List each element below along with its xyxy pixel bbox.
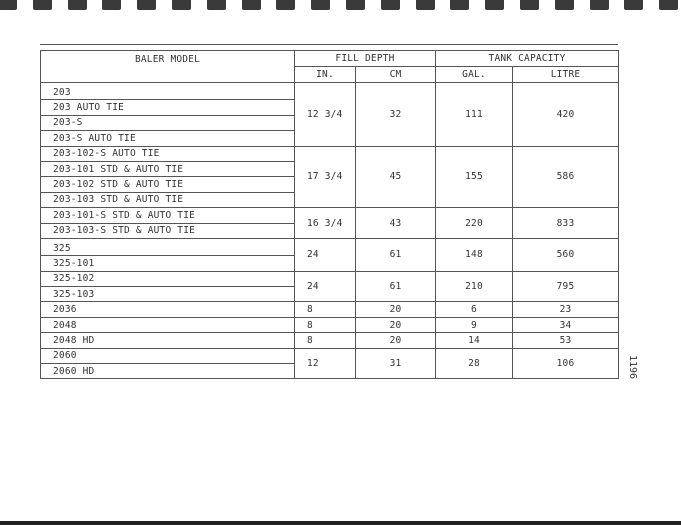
binding-hole (520, 0, 539, 10)
header-cm: CM (356, 67, 436, 83)
header-fill-depth: FILL DEPTH (295, 51, 436, 67)
value-cell-in: 12 3/4 (295, 83, 356, 147)
binding-hole (242, 0, 261, 10)
binding-hole (346, 0, 365, 10)
binding-hole (450, 0, 469, 10)
model-cell: 2048 (41, 317, 295, 332)
value-cell-gal: 148 (436, 238, 513, 271)
model-cell: 203 (41, 83, 295, 100)
model-cell: 325-102 (41, 271, 295, 286)
binding-hole (0, 0, 17, 10)
model-cell: 203-101 STD & AUTO TIE (41, 161, 295, 176)
value-cell-litre: 560 (513, 238, 619, 271)
model-cell: 325-101 (41, 256, 295, 271)
model-cell: 203-102 STD & AUTO TIE (41, 177, 295, 192)
binding-hole (207, 0, 226, 10)
model-cell: 203-102-S AUTO TIE (41, 146, 295, 161)
binding-hole (485, 0, 504, 10)
table-body (41, 83, 619, 379)
value-cell-litre: 833 (513, 208, 619, 239)
value-cell-cm: 32 (356, 83, 436, 147)
model-cell: 203-S AUTO TIE (41, 131, 295, 146)
spiral-binding (0, 0, 681, 12)
value-cell-cm: 45 (356, 146, 436, 208)
model-cell: 203-103 STD & AUTO TIE (41, 192, 295, 207)
value-cell-gal: 14 (436, 333, 513, 348)
value-cell-litre: 795 (513, 271, 619, 302)
value-cell-in: 16 3/4 (295, 208, 356, 239)
value-cell-cm: 20 (356, 302, 436, 317)
model-cell: 325 (41, 238, 295, 255)
value-cell-in: 8 (295, 333, 356, 348)
value-cell-gal: 210 (436, 271, 513, 302)
value-cell-in: 8 (295, 317, 356, 332)
value-cell-cm: 61 (356, 271, 436, 302)
table-row (41, 302, 619, 317)
value-cell-litre: 586 (513, 146, 619, 208)
bottom-edge (0, 521, 681, 525)
value-cell-litre: 53 (513, 333, 619, 348)
value-cell-gal: 28 (436, 348, 513, 379)
binding-hole (276, 0, 295, 10)
table-row (41, 83, 619, 100)
header-tank-capacity: TANK CAPACITY (436, 51, 619, 67)
value-cell-cm: 43 (356, 208, 436, 239)
table-row (41, 271, 619, 286)
baler-capacity-table (40, 50, 619, 379)
value-cell-litre: 34 (513, 317, 619, 332)
binding-hole (416, 0, 435, 10)
value-cell-gal: 9 (436, 317, 513, 332)
value-cell-in: 24 (295, 238, 356, 271)
binding-hole (137, 0, 156, 10)
value-cell-litre: 106 (513, 348, 619, 379)
table-row (41, 146, 619, 161)
value-cell-cm: 20 (356, 317, 436, 332)
table-row (41, 348, 619, 363)
value-cell-cm: 31 (356, 348, 436, 379)
value-cell-gal: 220 (436, 208, 513, 239)
binding-hole (172, 0, 191, 10)
table-row (41, 317, 619, 332)
model-cell: 203-S (41, 115, 295, 130)
binding-hole (102, 0, 121, 10)
table-row (41, 208, 619, 223)
binding-hole (68, 0, 87, 10)
binding-hole (659, 0, 678, 10)
model-cell: 325-103 (41, 287, 295, 302)
binding-hole (624, 0, 643, 10)
binding-hole (590, 0, 609, 10)
model-cell: 2060 (41, 348, 295, 363)
value-cell-in: 8 (295, 302, 356, 317)
binding-hole (33, 0, 52, 10)
header-in: IN. (295, 67, 356, 83)
binding-hole (555, 0, 574, 10)
value-cell-litre: 420 (513, 83, 619, 147)
model-cell: 2036 (41, 302, 295, 317)
binding-hole (381, 0, 400, 10)
value-cell-gal: 111 (436, 83, 513, 147)
value-cell-cm: 20 (356, 333, 436, 348)
page-number: 1196 (627, 355, 638, 380)
value-cell-litre: 23 (513, 302, 619, 317)
value-cell-in: 17 3/4 (295, 146, 356, 208)
model-cell: 2060 HD (41, 364, 295, 379)
table-row (41, 333, 619, 348)
table-container (40, 44, 618, 379)
value-cell-cm: 61 (356, 238, 436, 271)
model-cell: 203-101-S STD & AUTO TIE (41, 208, 295, 223)
value-cell-in: 24 (295, 271, 356, 302)
model-cell: 203-103-S STD & AUTO TIE (41, 223, 295, 238)
header-baler-model: BALER MODEL (41, 51, 295, 83)
header-gal: GAL. (436, 67, 513, 83)
binding-hole (311, 0, 330, 10)
table-row (41, 238, 619, 255)
value-cell-gal: 6 (436, 302, 513, 317)
model-cell: 2048 HD (41, 333, 295, 348)
header-litre: LITRE (513, 67, 619, 83)
value-cell-gal: 155 (436, 146, 513, 208)
value-cell-in: 12 (295, 348, 356, 379)
model-cell: 203 AUTO TIE (41, 100, 295, 115)
